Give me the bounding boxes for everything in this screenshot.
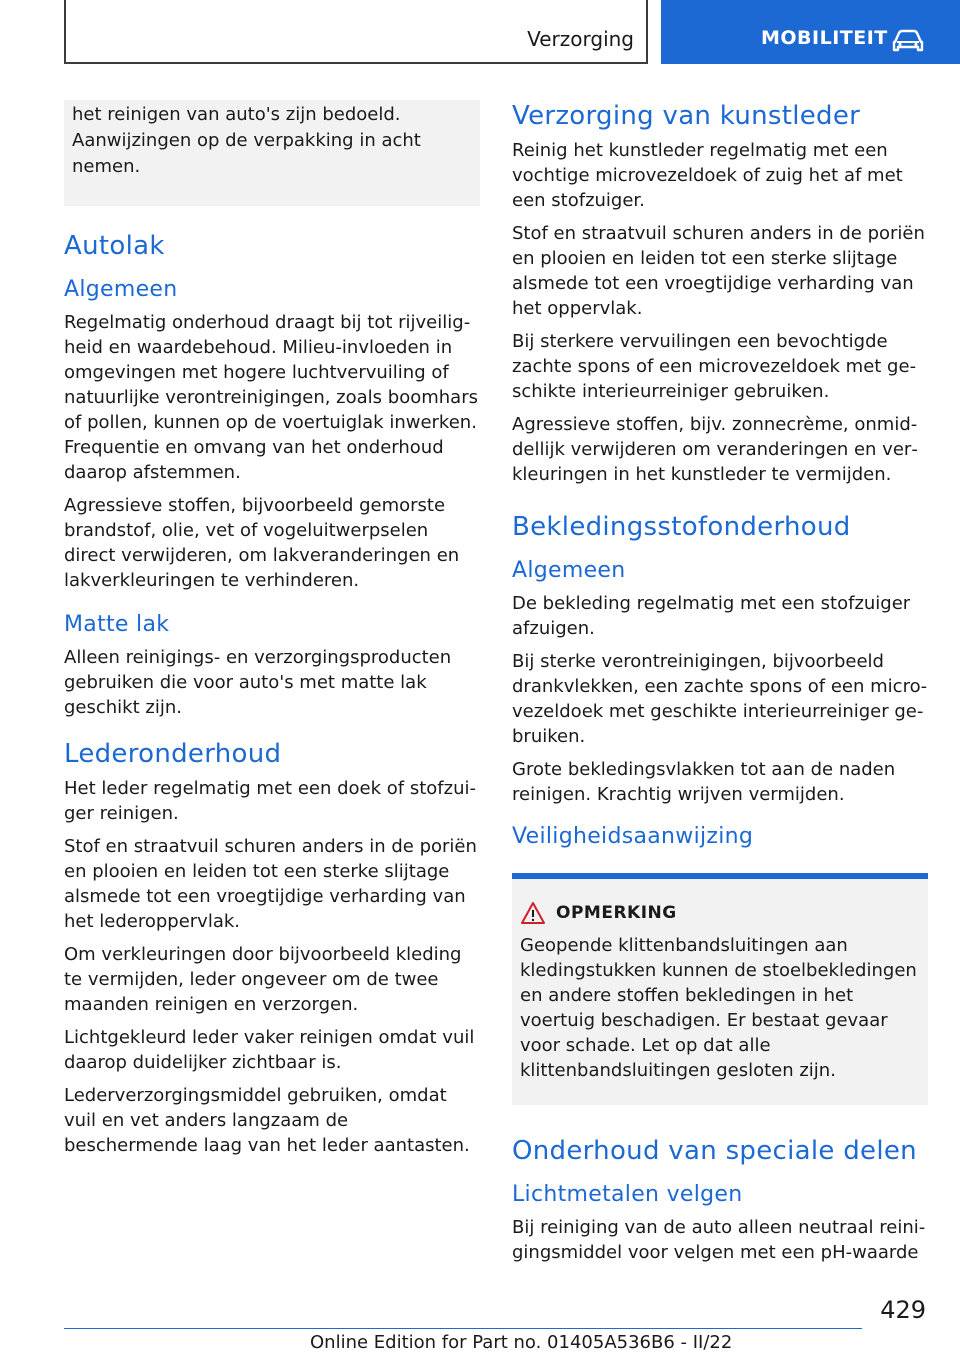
paragraph: Agressieve stoffen, bijv. zonnecrème, onmiddellijk verwijderen om veranderingen en verkleuringen in het kunstleder te vermijden.	[512, 414, 918, 485]
paragraph: Bij sterke verontreinigingen, bijvoorbeeld drankvlekken, een zachte spons of een microvezeldoek met geschikte interieurreiniger gebruiken.	[512, 651, 928, 747]
paragraph: Stof en straatvuil schuren anders in de poriën en plooien en leiden tot een sterke slijtage alsmede tot een vroegtijdige verharding van het oppervlak.	[512, 223, 925, 319]
warning-header	[520, 901, 920, 925]
paragraph: Grote bekledingsvlakken tot aan de naden reinigen. Krachtig wrijven vermijden.	[512, 759, 896, 805]
heading-veiligheid: Veiligheidsaanwijzing	[512, 824, 754, 849]
paragraph: Stof en straatvuil schuren anders in de poriën en plooien en leiden tot een sterke slijtage alsmede tot een vroegtijdige verharding van het lederoppervlak.	[64, 836, 477, 932]
heading-lederonderhoud: Lederonderhoud	[64, 739, 282, 769]
right-column	[512, 100, 928, 1273]
paragraph: Lederverzorgingsmiddel gebruiken, omdat vuil en vet anders langzaam de beschermende laag van het leder aantasten.	[64, 1085, 470, 1156]
heading-kunstleder: Verzorging van kunstleder	[512, 101, 861, 131]
warning-box	[512, 873, 928, 1105]
heading-bekleding: Bekledingsstofonderhoud	[512, 512, 851, 542]
left-column	[64, 100, 480, 1166]
car-icon	[891, 28, 925, 54]
heading-bekleding-algemeen: Algemeen	[512, 558, 626, 583]
intro-note-text: het reinigen van auto's zijn bedoeld. Aanwijzingen op de verpakking in acht nemen.	[72, 104, 421, 177]
paragraph: Het leder regelmatig met een doek of stofzuiger reinigen.	[64, 778, 476, 824]
paragraph: Om verkleuringen door bijvoorbeeld kleding te vermijden, leder ongeveer om de twee maanden reinigen en verzorgen.	[64, 944, 462, 1015]
page-number: 429	[880, 1296, 926, 1324]
header-chapter-tab	[661, 0, 960, 64]
footer-divider	[64, 1328, 862, 1329]
header-section-title: Verzorging	[527, 27, 634, 51]
heading-matte-lak: Matte lak	[64, 612, 170, 637]
heading-lichtmetalen-velgen: Lichtmetalen velgen	[512, 1182, 743, 1207]
intro-note	[64, 100, 480, 206]
footer-edition: Online Edition for Part no. 01405A536B6 - II/22	[310, 1332, 733, 1353]
header-section-box	[64, 0, 648, 64]
paragraph: Regelmatig onderhoud draagt bij tot rijveiligheid en waardebehoud. Milieu-invloeden in omgevingen met hogere luchtvervuiling of natuurlijke verontreinigingen, zoals boomhars of pollen, kunnen op de voertuiglak inwerken. Frequentie en omvang van het onderhoud daarop afstemmen.	[64, 312, 478, 483]
warning-text: Geopende klittenbandsluitingen aan kledingstukken kunnen de stoelbekledingen en andere stoffen bekledingen in het voertuig beschadigen. Er bestaat gevaar voor schade. Let op dat alle klittenbandsluitingen gesloten zijn.	[520, 935, 917, 1081]
heading-speciale-delen: Onderhoud van speciale delen	[512, 1136, 917, 1166]
paragraph: Bij reiniging van de auto alleen neutraal reinigingsmiddel voor velgen met een pH-waarde	[512, 1217, 926, 1263]
paragraph: Agressieve stoffen, bijvoorbeeld gemorste brandstof, olie, vet of vogeluitwerpselen direct verwijderen, om lakveranderingen en lakverkleuringen te verhinderen.	[64, 495, 460, 591]
paragraph: De bekleding regelmatig met een stofzuiger afzuigen.	[512, 593, 911, 639]
paragraph: Bij sterkere vervuilingen een bevochtigde zachte spons of een microvezeldoek met geschikte interieurreiniger gebruiken.	[512, 331, 917, 402]
paragraph: Lichtgekleurd leder vaker reinigen omdat vuil daarop duidelijker zichtbaar is.	[64, 1027, 475, 1073]
paragraph: Alleen reinigings- en verzorgingsproducten gebruiken die voor auto's met matte lak geschikt zijn.	[64, 647, 452, 718]
heading-autolak-algemeen: Algemeen	[64, 277, 178, 302]
paragraph: Reinig het kunstleder regelmatig met een vochtige microvezeldoek of zuig het af met een stofzuiger.	[512, 140, 903, 211]
warning-title: OPMERKING	[556, 903, 677, 923]
heading-autolak: Autolak	[64, 231, 165, 261]
header-chapter-title: MOBILITEIT	[761, 27, 888, 49]
warning-triangle-icon	[520, 901, 546, 925]
